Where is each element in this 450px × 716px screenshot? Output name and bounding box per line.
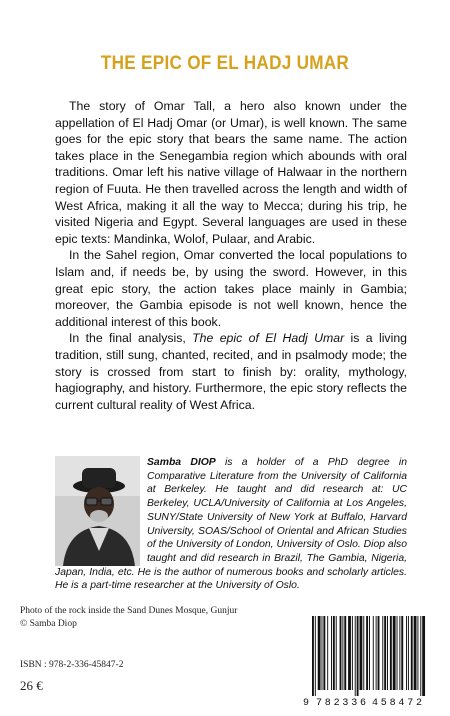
barcode-bar — [344, 616, 346, 690]
barcode-bar — [342, 616, 343, 690]
barcode-bar — [382, 616, 383, 690]
barcode-bar — [397, 616, 398, 690]
author-bio — [55, 456, 407, 593]
paragraph-2: In the Sahel region, Omar converted the local populations to Islam and, if needs be, by using the sword. However, in this great epic story, the action takes place mainly in Gambia; moreover, the Gambia episode is not well known, hence the additional interest of this book. — [55, 248, 407, 329]
barcode-bar — [406, 616, 407, 690]
barcode-bar — [363, 616, 364, 690]
paragraph-3-start: In the final analysis, — [69, 331, 193, 346]
barcode-bar — [318, 616, 321, 690]
book-title: THE EPIC OF EL HADJ UMAR — [100, 52, 350, 74]
barcode-bar — [333, 616, 335, 690]
photo-credit-copyright: © Samba Diop — [20, 619, 77, 629]
photo-credit-caption: Photo of the rock inside the Sand Dunes Mosque, Gunjur — [20, 606, 238, 616]
barcode-bar — [387, 616, 388, 690]
barcode-bars — [312, 616, 425, 696]
barcode-bar — [366, 616, 368, 690]
barcode-bar — [399, 616, 400, 690]
barcode-bar — [411, 616, 413, 690]
back-cover-description — [55, 98, 407, 413]
photo-credit — [20, 605, 237, 631]
barcode — [300, 612, 432, 708]
barcode-bar — [414, 616, 417, 690]
barcode-bar — [336, 616, 337, 690]
barcode-bar — [393, 616, 396, 690]
author-bio-text: is a holder of a PhD degree in Comparative Literature from the University of California at Berkeley. He taught and did research at: UC Berkeley, UCLA/University of California at Los Angeles, SUNY/State University of New York at Buffalo, Harvard University, SOAS/School of Oriental and African Studies of the University of London, University of Oslo. Diop also taught and did research in Brazil, The Gambia, Nigeria, Japan, India, etc. He is the author of numerous books and scholarly articles. He is a part-time researcher at the University of Oslo. — [55, 457, 407, 592]
barcode-bar — [360, 616, 363, 690]
author-name: Samba DIOP — [147, 457, 216, 468]
paragraph-1: The story of Omar Tall, a hero also known under the appellation of El Hadj Omar (or Umar), is well known. The same goes for the epic story that bears the same name. The action takes place in the Senegambia region which abounds with oral traditions. Omar left his native village of Halwaar in the northern region of Fuuta. He then travelled across the length and width of West Africa, making it all the way to Mecca; during his trip, he visited Nigeria and Egypt. Several languages are used in these epic texts: Mandinka, Wolof, Pulaar, and Arabic. — [55, 99, 407, 246]
barcode-bar — [422, 616, 425, 696]
barcode-bar — [312, 616, 314, 696]
barcode-bar — [322, 616, 323, 690]
barcode-right-group: 458472 — [372, 698, 422, 708]
barcode-left-group: 782336 — [316, 698, 366, 708]
paragraph-3 — [55, 330, 407, 413]
paragraph-3-end: is a living tradition, still sung, chanted, recited, and in psalmody mode; the story is crossed from start to finish by: orality, mythology, hagiography, and history. Furthermore, the epic story reflects the current cultural reality of West Africa. — [55, 331, 407, 412]
barcode-bar — [352, 616, 353, 690]
barcode-bar — [420, 616, 421, 696]
barcode-bar — [327, 616, 328, 690]
barcode-bar — [357, 616, 359, 696]
barcode-bar — [323, 616, 325, 690]
barcode-bar — [348, 616, 351, 690]
barcode-bar — [376, 616, 377, 690]
barcode-bar — [384, 616, 386, 690]
isbn: ISBN : 978-2-336-45847-2 — [20, 660, 124, 670]
barcode-bar — [390, 616, 392, 690]
barcode-bar — [331, 616, 332, 690]
barcode-bar — [378, 616, 380, 690]
barcode-bar — [315, 616, 316, 696]
barcode-bar — [369, 616, 370, 690]
barcode-bar — [355, 616, 356, 696]
barcode-bar — [408, 616, 409, 690]
book-title-italic: The epic of El Hadj Umar — [192, 331, 345, 346]
barcode-bar — [340, 616, 342, 690]
barcode-bar — [373, 616, 374, 690]
barcode-lead-digit: 9 — [303, 698, 310, 708]
barcode-bar — [401, 616, 403, 690]
barcode-graphic — [300, 612, 432, 708]
barcode-bar — [417, 616, 418, 690]
price: 26 € — [20, 678, 43, 693]
